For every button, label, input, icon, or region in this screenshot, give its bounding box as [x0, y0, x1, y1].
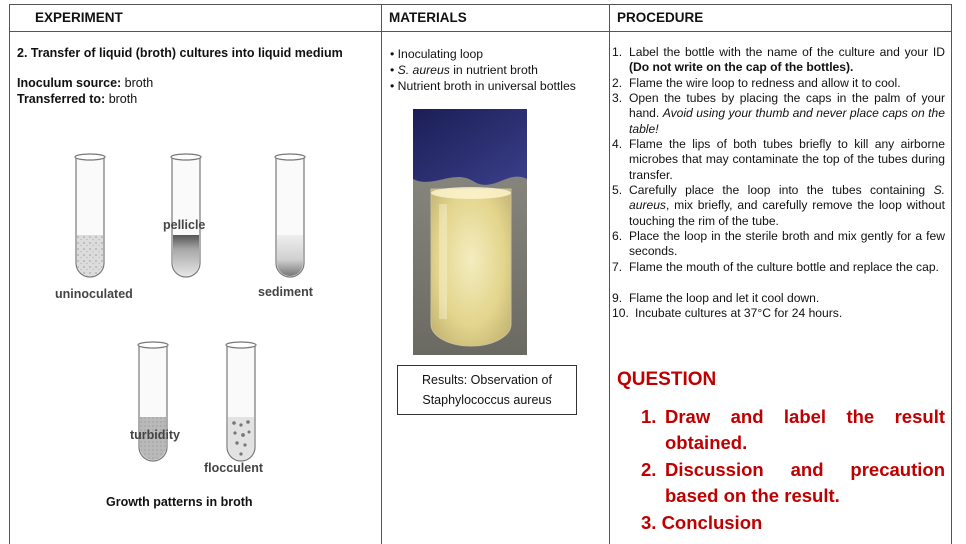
- step-number: 1.: [612, 45, 623, 59]
- column-divider-2: [609, 4, 610, 544]
- header-procedure: PROCEDURE: [617, 10, 704, 25]
- material-text: in nutrient broth: [449, 63, 538, 77]
- label-uninoculated: uninoculated: [55, 287, 133, 301]
- growth-patterns-illustration: [40, 145, 340, 475]
- turbidity-tube: [138, 342, 168, 461]
- pellicle-tube: [171, 154, 201, 277]
- material-item: • Nutrient broth in universal bottles: [390, 79, 576, 93]
- material-item: • S. aureus in nutrient broth: [390, 63, 538, 77]
- step-number: 4.: [612, 137, 623, 151]
- results-caption-box: [397, 365, 577, 415]
- step-number: 9.: [612, 291, 623, 305]
- question-text-source: [0, 0, 1, 1]
- step-text: Flame the loop and let it cool down.: [629, 291, 820, 305]
- flocculent-tube: [226, 342, 256, 461]
- transfer-value: broth: [105, 92, 138, 106]
- step-text: Flame the mouth of the culture bottle and replace the cap.: [629, 260, 939, 274]
- step-text: Label the bottle with the name of the culture and your ID: [629, 45, 945, 59]
- material-text: Nutrient broth in universal bottles: [397, 79, 576, 93]
- step-text-italic: Avoid using your thumb and never place caps on the table!: [629, 106, 945, 136]
- label-sediment: sediment: [258, 285, 313, 299]
- procedure-step: [612, 183, 945, 229]
- procedure-step: [612, 91, 945, 137]
- step-text: Place the loop in the sterile broth and mix gently for a few seconds.: [629, 229, 945, 259]
- procedure-step: [612, 291, 945, 306]
- step-text: , mix briefly, and carefully remove the loop without touching the rim of the tube.: [629, 198, 945, 228]
- step-number: 5.: [612, 183, 623, 197]
- inoculum-value: broth: [121, 76, 154, 90]
- figure-caption: Growth patterns in broth: [106, 495, 253, 509]
- step-text: Open the tubes by placing the caps in the palm of your hand.: [629, 91, 945, 121]
- step-number: 10.: [612, 306, 629, 320]
- question-title: QUESTION: [617, 369, 717, 390]
- column-divider-1: [381, 4, 382, 544]
- question-item-1-text: [0, 0, 1, 1]
- procedure-step: [612, 306, 945, 321]
- sediment-tube: [275, 154, 305, 277]
- step-number: 6.: [612, 229, 623, 243]
- experiment-title: 2. Transfer of liquid (broth) cultures into liquid medium: [17, 46, 343, 60]
- step-text: Incubate cultures at 37°C for 24 hours.: [635, 306, 843, 320]
- step-text: Flame the lips of both tubes briefly to kill any airborne microbes that may contaminate the top of the tubes during transfer.: [629, 137, 945, 182]
- step-number: 3.: [612, 91, 623, 105]
- transfer-label: Transferred to:: [17, 92, 106, 106]
- results-line-2: Staphylococcus aureus: [422, 393, 552, 407]
- step-text: Flame the wire loop to redness and allow it to cool.: [629, 76, 901, 90]
- procedure-step: [612, 229, 945, 260]
- table-top-border: [9, 4, 951, 5]
- step-text: Carefully place the loop into the tubes containing: [629, 183, 934, 197]
- label-flocculent: flocculent: [204, 461, 264, 475]
- table-left-border: [9, 4, 10, 544]
- procedure-step: [612, 137, 945, 183]
- question-item: 1. Draw and label the result obtained.: [641, 406, 945, 453]
- procedure-step: [612, 45, 945, 76]
- inoculum-label: Inoculum source:: [17, 76, 122, 90]
- step-text-bold: (Do not write on the cap of the bottles).: [629, 60, 854, 75]
- table-right-border: [951, 4, 952, 544]
- question-item: 3. Conclusion: [641, 512, 763, 533]
- material-item: • Inoculating loop: [390, 47, 484, 61]
- procedure-step: [612, 260, 945, 275]
- header-experiment: EXPERIMENT: [35, 10, 123, 25]
- label-turbidity: turbidity: [130, 428, 180, 442]
- header-materials: MATERIALS: [389, 10, 467, 25]
- broth-culture-photo: [413, 109, 527, 355]
- label-pellicle: pellicle: [163, 218, 206, 232]
- uninoculated-tube: [75, 154, 105, 277]
- header-row-border: [9, 31, 951, 32]
- step-text-italic: S. aureus: [629, 183, 945, 213]
- question-item: 2. Discussion and precaution based on the result.: [641, 459, 945, 506]
- procedure-step: [612, 76, 945, 91]
- step-number: 7.: [612, 260, 623, 274]
- results-line-1: Results: Observation of: [422, 373, 552, 387]
- inoculum-source: [17, 76, 153, 90]
- material-text: Inoculating loop: [397, 47, 484, 61]
- transfer-target: [17, 92, 137, 106]
- step-number: 2.: [612, 76, 623, 90]
- material-italic: S. aureus: [397, 63, 450, 77]
